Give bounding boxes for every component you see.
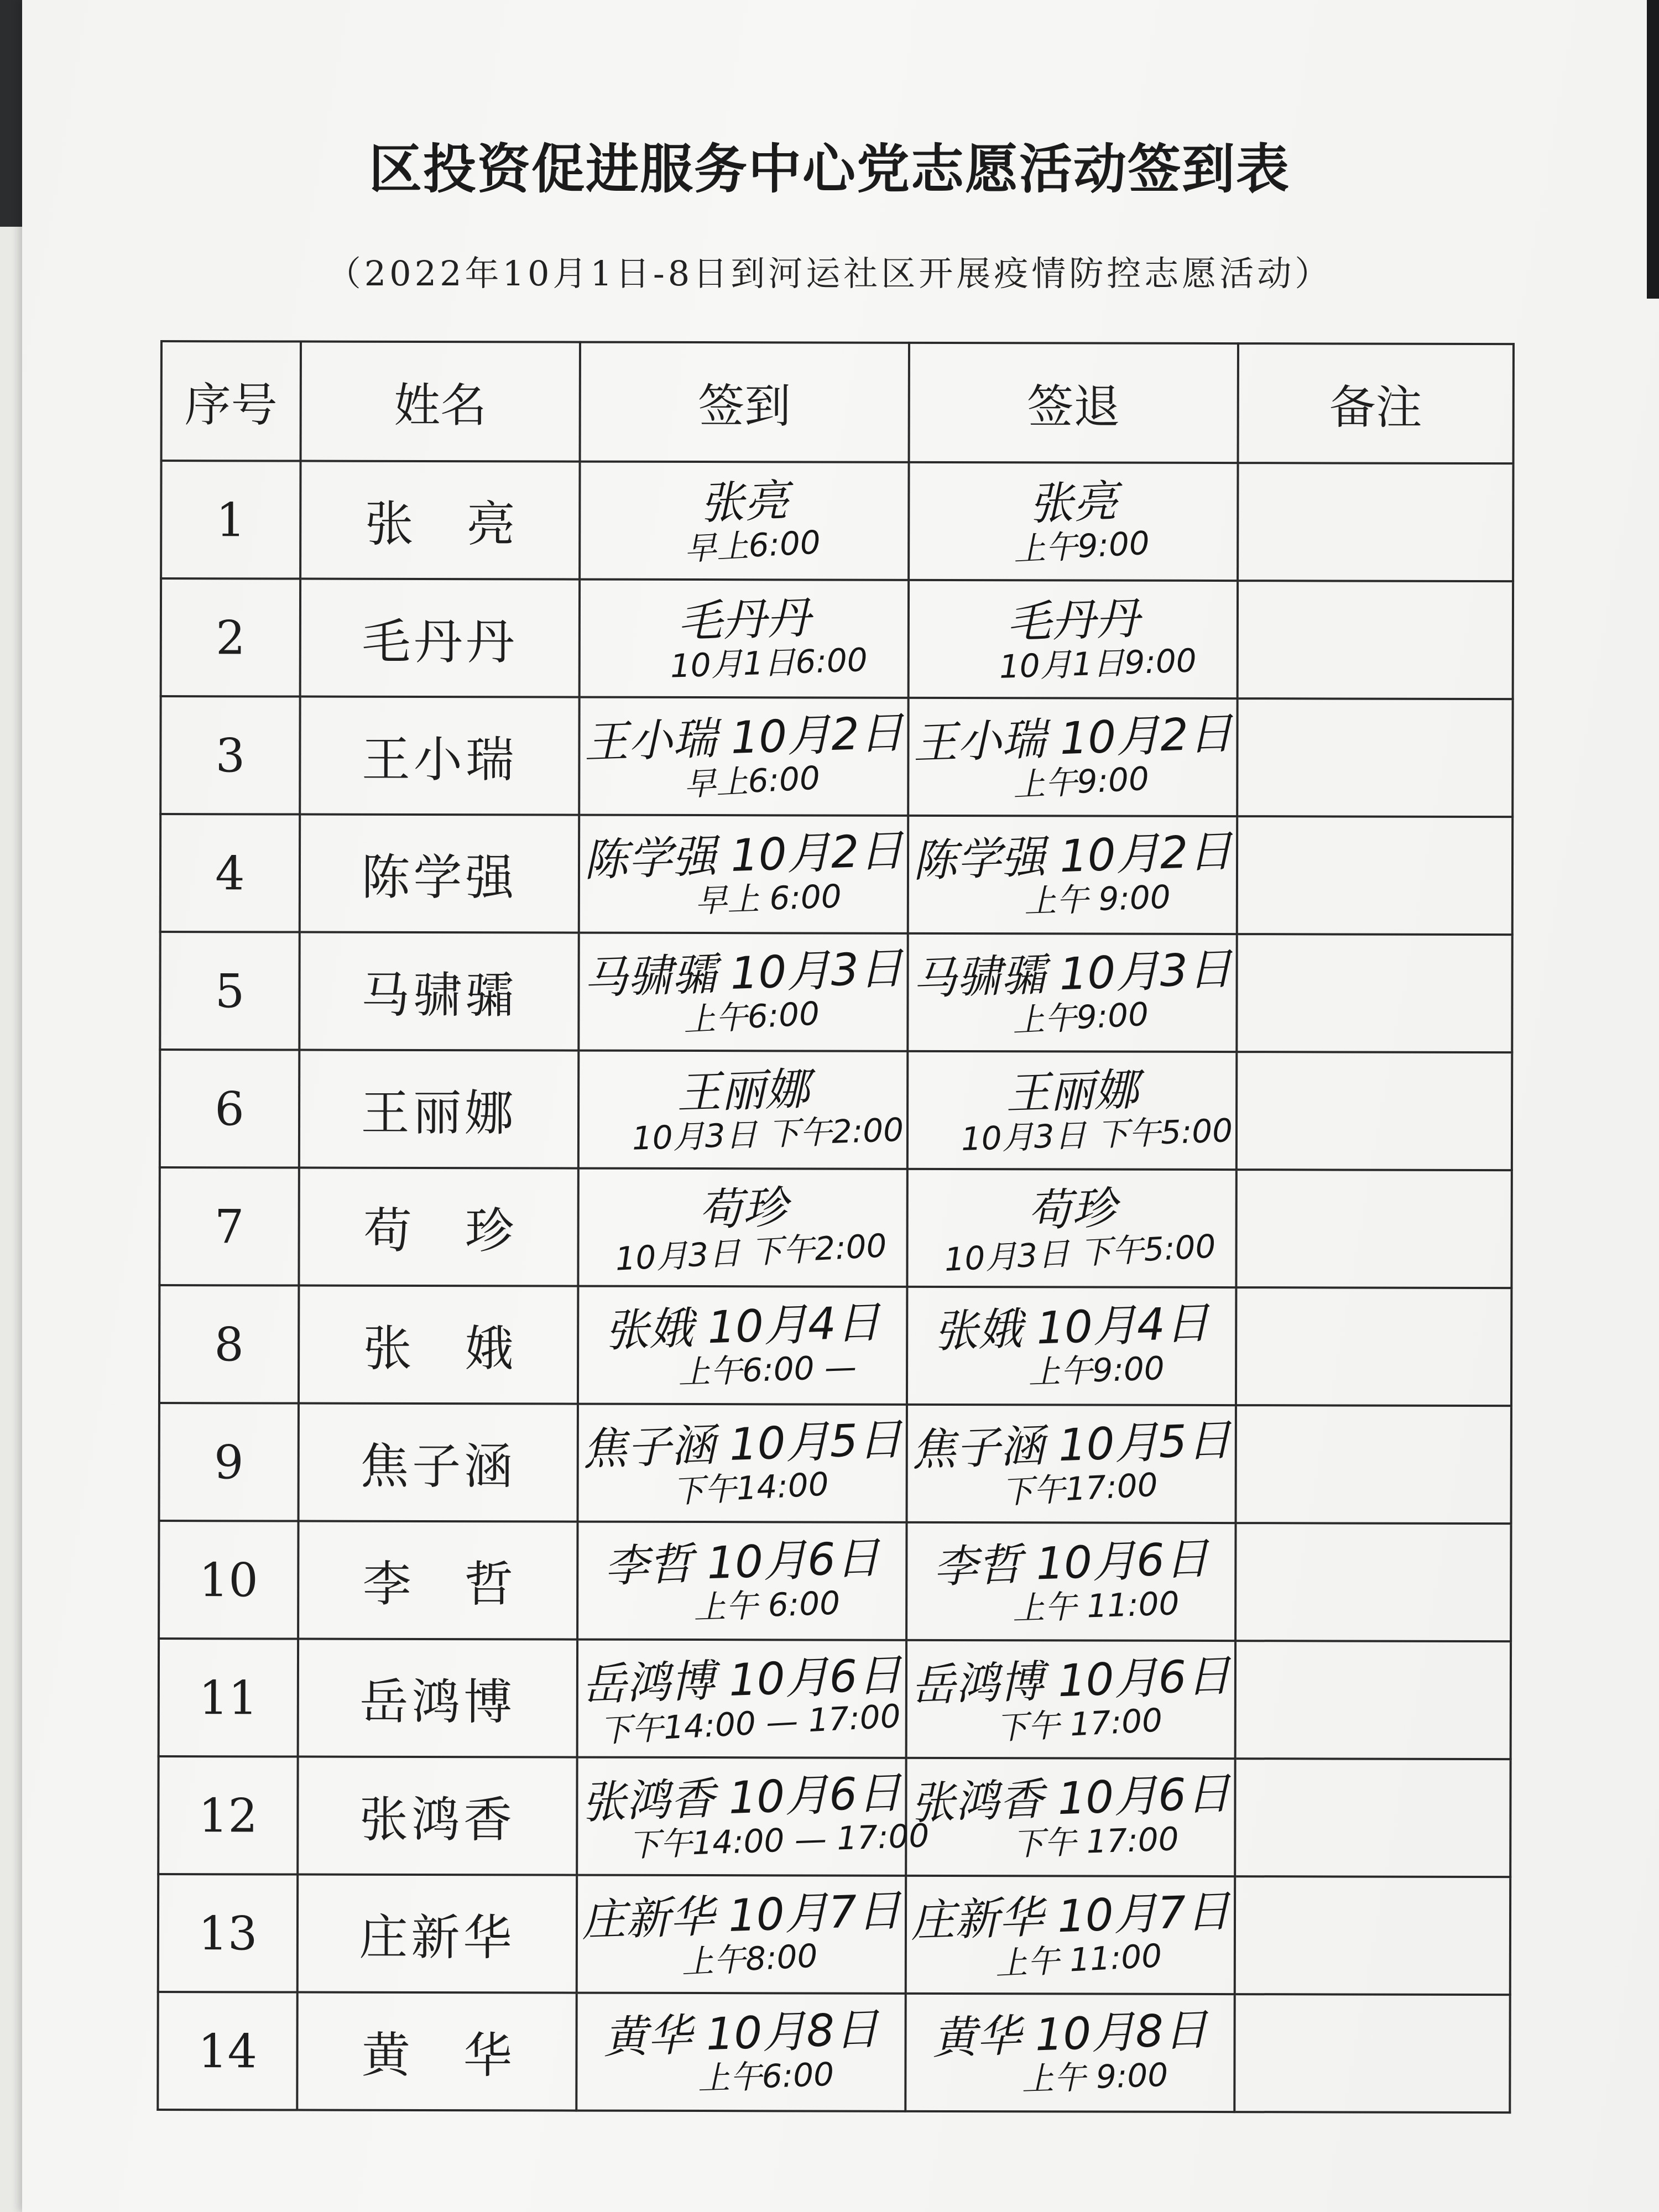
sign-out-cell [907,933,1237,1052]
table-row [161,461,1513,581]
table-row [159,1167,1511,1288]
handwritten-time: 上午8:00 [680,1937,819,1981]
table-row [160,696,1512,817]
table-row [158,1756,1510,1877]
row-note [1236,1405,1511,1524]
row-note [1237,698,1512,817]
handwritten-time: 下午17:00 [1000,1465,1159,1511]
table-row [161,578,1513,699]
row-name: 黄华 [297,1992,576,2111]
row-name: 张亮 [300,461,580,580]
sign-in-cell [580,580,909,698]
sign-in-cell [578,1404,907,1522]
row-note [1236,1287,1511,1406]
handwritten-time: 上午9:00 [1012,759,1150,805]
handwritten-signature: 马骕骦 10月3日 [582,942,904,1004]
handwritten-time: 早上6:00 [684,523,822,568]
row-note [1235,1523,1511,1641]
sign-in-cell [580,462,909,580]
handwritten-signature: 王小瑞 10月2日 [912,707,1234,770]
row-name: 马骕骦 [299,932,578,1051]
handwritten-time: 上午6:00 [697,2055,835,2098]
sign-out-cell [907,1405,1236,1523]
handwritten-signature: 李哲 10月6日 [603,1532,881,1593]
row-seq: 1 [161,461,300,579]
table-row [160,932,1512,1052]
handwritten-signature: 毛丹丹 [676,592,811,648]
handwritten-signature: 王小瑞 10月2日 [583,706,905,769]
handwritten-time: 10月1日6:00 [669,641,868,685]
handwritten-signature: 岳鸿博 10月6日 [910,1650,1232,1712]
handwritten-signature: 张亮 [699,474,790,529]
handwritten-time: 下午14:00 — 17:00 [627,1817,930,1865]
sign-in-cell [579,815,908,933]
row-name: 毛丹丹 [300,579,580,697]
handwritten-signature: 陈学强 10月2日 [583,824,904,886]
sign-in-cell [578,1168,907,1287]
sign-out-cell [909,580,1238,698]
handwritten-time: 上午9:00 [1027,1349,1165,1392]
handwritten-signature: 王丽娜 [1005,1063,1140,1120]
row-note [1237,934,1512,1052]
row-seq: 5 [160,932,299,1050]
handwritten-signature: 焦子涵 10月5日 [910,1414,1232,1477]
table-row [158,1992,1510,2112]
table-header-row [161,341,1514,463]
handwritten-time: 早上 6:00 [694,877,842,920]
page-title: 区投资促进服务中心党志愿活动签到表 [369,138,1290,200]
handwritten-signature: 苟珍 [1026,1182,1117,1237]
handwritten-signature: 苟珍 [697,1181,788,1236]
handwritten-time: 上午 9:00 [1023,878,1171,921]
handwritten-time: 10月3日 下午5:00 [943,1227,1217,1279]
row-seq: 14 [158,1992,297,2110]
row-name: 岳鸿博 [298,1639,577,1757]
row-seq: 12 [158,1756,298,1875]
sign-in-cell [577,1757,930,1876]
sign-out-cell [906,1758,1235,1876]
handwritten-time: 上午9:00 [1013,524,1151,569]
handwritten-time: 早上6:00 [683,759,821,804]
table-row [158,1874,1510,1995]
sign-in-cell [579,697,908,816]
handwritten-signature: 张亮 [1028,476,1119,530]
sign-in-table [156,340,1515,2114]
table-row [160,814,1512,935]
row-name: 王丽娜 [299,1050,578,1168]
sign-out-cell [906,1876,1235,1994]
row-seq: 4 [160,814,300,932]
handwritten-signature: 李哲 10月6日 [932,1532,1210,1593]
handwritten-time: 上午 9:00 [1021,2056,1169,2099]
handwritten-time: 下午14:00 [671,1465,830,1511]
row-note [1237,816,1512,935]
row-name: 庄新华 [298,1875,577,1993]
header-sign-out: 签退 [909,343,1238,463]
sign-in-cell [576,1993,905,2111]
handwritten-time: 上午 11:00 [1011,1584,1180,1628]
row-name: 张娥 [299,1286,578,1404]
page-subtitle: （2022年10月1日-8日到河运社区开展疫情防控志愿活动） [326,253,1333,294]
row-name: 焦子涵 [299,1404,578,1522]
handwritten-time: 上午 6:00 [693,1584,841,1627]
sign-in-cell [578,1051,907,1169]
handwritten-signature: 马骕骦 10月3日 [911,943,1233,1005]
header-name: 姓名 [301,342,580,462]
row-seq: 7 [159,1167,299,1286]
handwritten-time: 10月1日9:00 [998,641,1197,686]
handwritten-time: 下午14:00 — 17:00 [598,1697,902,1750]
row-seq: 2 [161,578,300,697]
sign-out-cell [907,1287,1236,1405]
row-name: 王小瑞 [300,697,579,815]
row-note [1235,1641,1511,1759]
handwritten-signature: 陈学强 10月2日 [912,825,1233,888]
row-note [1238,463,1513,581]
handwritten-signature: 岳鸿博 10月6日 [581,1648,902,1711]
handwritten-signature: 毛丹丹 [1005,592,1140,649]
handwritten-time: 上午6:00 — [677,1348,857,1392]
sign-out-cell [905,1994,1234,2112]
sign-in-cell [577,1522,906,1640]
row-note [1236,1170,1511,1288]
sign-out-cell [908,698,1237,816]
handwritten-time: 下午 17:00 [1011,1820,1180,1864]
handwritten-signature: 王丽娜 [676,1063,811,1119]
handwritten-signature: 张娥 10月4日 [933,1297,1211,1358]
sign-out-cell [908,816,1237,934]
row-seq: 10 [159,1521,298,1639]
table-row [159,1403,1511,1524]
row-seq: 9 [159,1403,299,1521]
table-row [160,1050,1512,1170]
handwritten-time: 10月3日 下午5:00 [960,1112,1234,1159]
row-note [1235,1759,1510,1877]
sign-in-cell [577,1875,906,1994]
sign-in-cell [578,933,907,1051]
row-name: 苟珍 [299,1168,578,1286]
row-note [1235,1876,1510,1995]
sign-out-cell [907,1051,1237,1170]
table-row [159,1639,1511,1759]
header-seq: 序号 [161,341,301,461]
row-seq: 13 [158,1874,298,1992]
handwritten-signature: 黄华 10月8日 [602,2003,880,2064]
row-name: 陈学强 [300,815,579,933]
handwritten-signature: 焦子涵 10月5日 [581,1413,903,1475]
handwritten-time: 上午6:00 [682,994,821,1039]
row-name: 张鸿香 [298,1757,577,1875]
handwritten-signature: 张鸿香 10月6日 [581,1766,902,1829]
sign-out-cell [906,1640,1235,1759]
header-sign-in: 签到 [580,342,909,462]
row-note [1238,581,1513,699]
sign-in-cell [578,1286,907,1405]
row-seq: 8 [159,1285,299,1404]
handwritten-time: 上午9:00 [1011,995,1150,1040]
handwritten-signature: 黄华 10月8日 [931,2004,1209,2064]
row-name: 李哲 [298,1521,577,1640]
sign-out-cell [907,1169,1236,1287]
handwritten-time: 10月3日 下午2:00 [631,1110,905,1157]
row-seq: 11 [159,1639,298,1757]
header-note: 备注 [1238,343,1514,463]
handwritten-time: 上午 11:00 [994,1937,1163,1983]
row-note [1234,1994,1510,2112]
handwritten-time: 10月3日 下午2:00 [614,1227,888,1278]
table-row [159,1521,1511,1641]
sign-out-cell [909,462,1238,581]
handwritten-signature: 庄新华 10月7日 [581,1884,902,1947]
sign-out-cell [906,1522,1235,1641]
handwritten-signature: 张娥 10月4日 [604,1296,881,1357]
handwritten-signature: 张鸿香 10月6日 [910,1767,1232,1830]
sign-in-cell [577,1640,906,1758]
row-seq: 3 [160,696,300,815]
table-row [159,1285,1511,1406]
row-seq: 6 [160,1050,299,1168]
handwritten-signature: 庄新华 10月7日 [910,1885,1231,1948]
row-note [1237,1052,1512,1170]
handwritten-time: 下午 17:00 [994,1701,1164,1747]
